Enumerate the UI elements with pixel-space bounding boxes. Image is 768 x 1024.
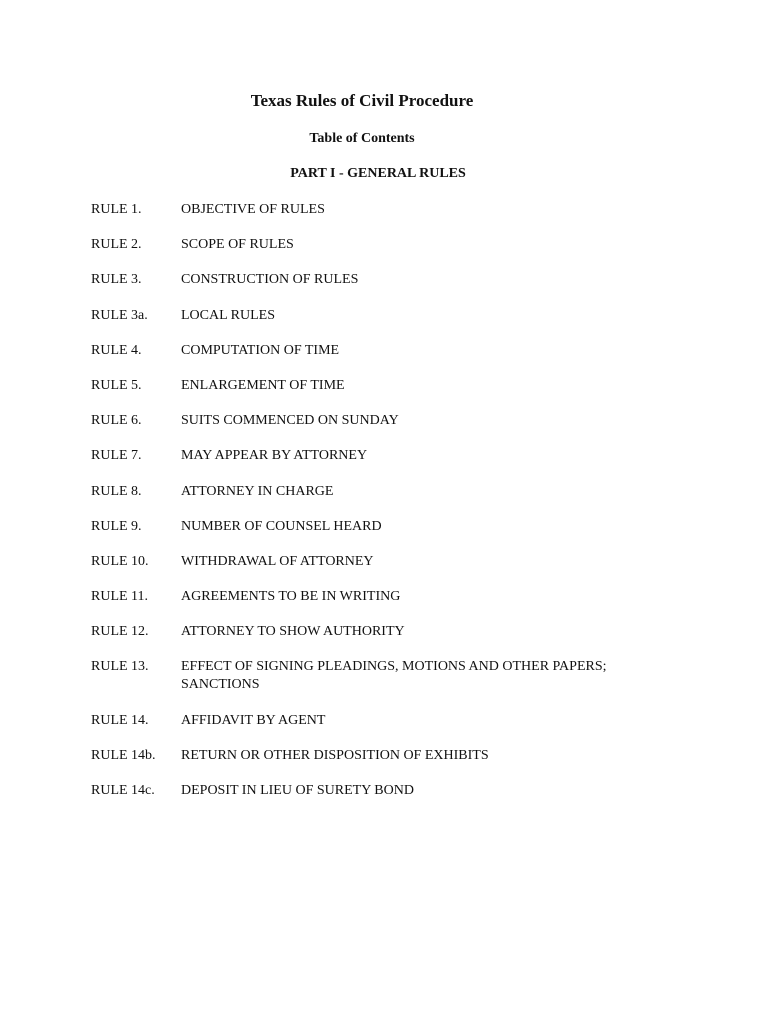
rule-number: RULE 13. bbox=[91, 659, 149, 675]
rule-number: RULE 9. bbox=[91, 518, 142, 534]
rule-number: RULE 11. bbox=[91, 589, 149, 605]
rule-title: SCOPE OF RULES bbox=[181, 237, 294, 253]
rule-number: RULE 3. bbox=[91, 272, 142, 288]
rule-title: SUITS COMMENCED ON SUNDAY bbox=[181, 413, 399, 429]
toc-entry bbox=[91, 712, 651, 730]
toc-entry bbox=[91, 236, 651, 254]
rule-title: OBJECTIVE OF RULES bbox=[181, 202, 325, 217]
rule-title: ENLARGEMENT OF TIME bbox=[181, 377, 345, 393]
rule-title: RETURN OR OTHER DISPOSITION OF EXHIBITS bbox=[181, 747, 489, 763]
rule-number: RULE 7. bbox=[91, 448, 142, 464]
rule-title: MAY APPEAR BY ATTORNEY bbox=[181, 448, 368, 464]
rule-number: RULE 3a. bbox=[91, 307, 148, 323]
toc-heading: Table of Contents bbox=[309, 131, 415, 146]
rule-title: CONSTRUCTION OF RULES bbox=[181, 272, 359, 288]
rule-number: RULE 8. bbox=[91, 483, 142, 499]
rule-number: RULE 5. bbox=[91, 377, 142, 393]
rule-title: NUMBER OF COUNSEL HEARD bbox=[181, 518, 382, 534]
rule-number: RULE 2. bbox=[91, 237, 142, 253]
rule-title: ATTORNEY IN CHARGE bbox=[181, 483, 334, 499]
toc-entry bbox=[91, 588, 651, 606]
rule-number: RULE 14b. bbox=[91, 747, 156, 763]
rule-title: AFFIDAVIT BY AGENT bbox=[181, 712, 326, 728]
part-heading: PART I - GENERAL RULES bbox=[290, 166, 466, 181]
rule-number: RULE 1. bbox=[91, 202, 142, 217]
document-title: Texas Rules of Civil Procedure bbox=[250, 91, 474, 110]
rule-title: AGREEMENTS TO BE IN WRITING bbox=[181, 589, 401, 605]
rule-number: RULE 14c. bbox=[91, 783, 155, 798]
rule-title: DEPOSIT IN LIEU OF SURETY BOND bbox=[181, 783, 414, 798]
rule-title: LOCAL RULES bbox=[181, 307, 275, 323]
rule-number: RULE 10. bbox=[91, 553, 149, 569]
toc-entry bbox=[91, 518, 651, 536]
toc-entry bbox=[91, 782, 651, 800]
toc-entry bbox=[91, 553, 651, 571]
toc-entry bbox=[91, 658, 651, 694]
rule-number: RULE 4. bbox=[91, 342, 142, 358]
toc-entry bbox=[91, 412, 651, 430]
rule-title: COMPUTATION OF TIME bbox=[181, 342, 340, 358]
rule-title: WITHDRAWAL OF ATTORNEY bbox=[181, 553, 374, 569]
rule-title: EFFECT OF SIGNING PLEADINGS, MOTIONS AND OTHER PAPERS; SANCTIONS bbox=[181, 659, 607, 693]
toc-entry bbox=[91, 483, 651, 501]
toc-entry bbox=[91, 271, 651, 289]
toc-list bbox=[91, 201, 651, 817]
toc-entry bbox=[91, 623, 651, 641]
toc-entry bbox=[91, 377, 651, 395]
rule-number: RULE 6. bbox=[91, 413, 142, 429]
rule-number: RULE 12. bbox=[91, 624, 149, 640]
toc-entry bbox=[91, 307, 651, 325]
rule-number: RULE 14. bbox=[91, 712, 149, 728]
toc-entry bbox=[91, 447, 651, 465]
toc-entry bbox=[91, 747, 651, 765]
rule-title: ATTORNEY TO SHOW AUTHORITY bbox=[181, 624, 405, 640]
toc-entry bbox=[91, 201, 651, 219]
toc-entry bbox=[91, 342, 651, 360]
